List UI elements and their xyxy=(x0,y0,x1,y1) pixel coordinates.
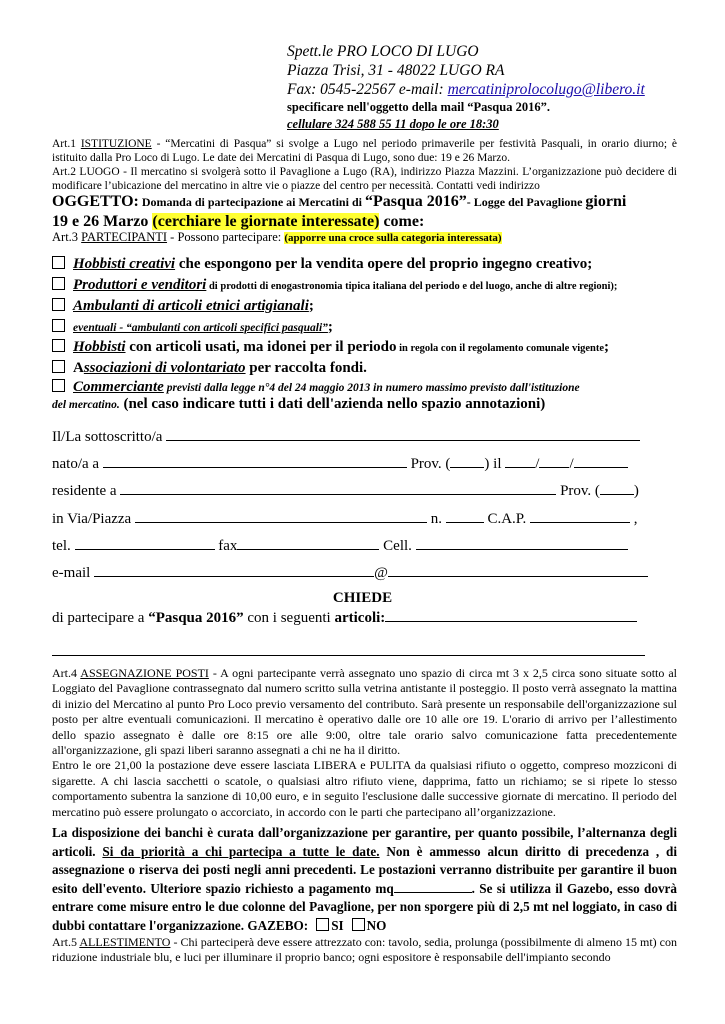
bold-p2: Non è ammesso alcun diritto di precedenza , di assegnazione o riserva dei posti negli anni precedenti. Le postazioni verranno distribuite per garantire il buon esito dell'evento. Ulteriore spazio richiesto a pagamento mq xyxy=(52,843,678,896)
category-text: ; xyxy=(308,298,314,314)
article-2: Art.2 LUOGO - Il mercatino si svolgerà sotto il Pavaglione a Lugo (RA), indirizzo Piazza Mazzini. L’organizzazione può decidere di modificare l’ubicazione del mercatino in altre vie o piazze del centro per necessità. Contatti vedi indirizzo xyxy=(52,166,677,192)
nato-field[interactable] xyxy=(103,455,407,468)
subject-label: OGGETTO: xyxy=(52,193,139,210)
prov-label: Prov. ( xyxy=(560,483,600,499)
chiede-heading: CHIEDE xyxy=(332,590,393,606)
email-label: e-mail xyxy=(52,565,91,581)
articoli-label: articoli: xyxy=(334,610,386,626)
recipient-name: Spett.le PRO LOCO DI LUGO xyxy=(287,43,479,60)
bold-p1: La disposizione dei banchi è curata dall’organizzazione per garantire, per quanto possibile, l’alternanza degli articoli. xyxy=(52,825,677,859)
category-title: Hobbisti xyxy=(73,339,126,355)
category-produttori xyxy=(52,276,617,296)
checkbox[interactable] xyxy=(52,298,65,311)
category-note: (nel caso indicare tutti i dati dell'azienda nello spazio annotazioni) xyxy=(119,396,546,412)
checkbox[interactable] xyxy=(52,256,65,269)
checkbox[interactable] xyxy=(52,339,65,352)
fax-label: fax xyxy=(218,538,238,554)
tel-label: tel. xyxy=(52,538,71,554)
prov-field[interactable] xyxy=(450,455,484,468)
article-4-p1: - A ogni partecipante verrà assegnato uno spazio di circa mt 3 x 2,5 circa sono situate sotto al Loggiato del Pavaglione contrassegnato dal numero scritto sulla vetrina antistante il posteggio. Il posto verrà assegnato la mattina di inizio del Mercatino al punto Pro Loco previo versamento del contributo. Sarà presente un responsabile dell'organizzazione sul posto per altre eventuali comunicazioni. Il mercatino è operativo dalle ore 10 alle ore 19. L'orario di arrivo per l’allestimento dello spazio assegnato è dalle ore 8:15 ore alle 9:00, oltre tale orario salvo comunicazione fatta precedentemente all'organizzazione, gli spazi liberi saranno assegnati a chi ne ha il diritto. xyxy=(52,666,677,758)
category-text-cont: del mercatino. xyxy=(52,399,120,411)
category-title: ssociazioni di volontariato xyxy=(83,360,246,376)
email-domain-field[interactable] xyxy=(388,564,648,577)
recipient-address xyxy=(287,42,645,132)
category-text: di prodotti di enogastronomia tipica italiana del periodo e del luogo, anche di altre regioni); xyxy=(206,281,618,292)
row-email xyxy=(52,564,648,582)
il-label: ) il xyxy=(484,456,502,472)
subject-event: “Pasqua 2016” xyxy=(364,193,467,210)
checkbox[interactable] xyxy=(52,319,65,332)
chiede-event: “Pasqua 2016” xyxy=(148,610,244,626)
subject-dates: 19 e 26 Marzo xyxy=(52,213,153,230)
gazebo-no-checkbox[interactable] xyxy=(352,918,365,931)
category-hobbisti-creativi xyxy=(52,255,592,273)
row-via xyxy=(52,510,638,528)
category-end: ; xyxy=(604,339,610,355)
via-field[interactable] xyxy=(135,510,427,523)
articoli-field[interactable] xyxy=(385,609,637,622)
email-user-field[interactable] xyxy=(94,564,374,577)
year-field[interactable] xyxy=(574,455,628,468)
row-sottoscritto xyxy=(52,428,640,446)
cap-field[interactable] xyxy=(530,510,630,523)
articoli-field-2[interactable] xyxy=(52,655,645,656)
mq-field[interactable] xyxy=(394,881,472,893)
email-link[interactable]: mercatiniprolocolugo@libero.it xyxy=(447,81,645,98)
residente-label: residente a xyxy=(52,483,117,499)
subject-heading xyxy=(52,192,682,231)
email-subject-note: specificare nell'oggetto della mail “Pasqua 2016”. xyxy=(287,100,550,114)
subject-place: - Logge del Pavaglione xyxy=(466,195,586,209)
day-field[interactable] xyxy=(505,455,535,468)
subject-come: come: xyxy=(379,213,425,230)
article-prefix: Art.1 xyxy=(52,138,81,150)
checkbox[interactable] xyxy=(52,277,65,290)
article-prefix: Art.4 xyxy=(52,666,81,680)
article-1-title: ISTITUZIONE xyxy=(80,138,152,150)
fax-label: Fax: 0545-22567 e-mail: xyxy=(287,81,448,98)
fax-field[interactable] xyxy=(237,537,379,550)
category-commerciante-cont xyxy=(52,395,545,414)
article-1 xyxy=(52,137,677,165)
row-residente xyxy=(52,482,639,500)
recipient-street: Piazza Trisi, 31 - 48022 LUGO RA xyxy=(287,62,505,79)
category-note: in regola con il regolamento comunale vigente xyxy=(396,343,605,354)
category-title: Hobbisti creativi xyxy=(73,256,176,272)
dates-highlight: (cerchiare le giornate interessate) xyxy=(152,213,380,230)
slash: / xyxy=(535,456,540,472)
category-text: per raccolta fondi. xyxy=(245,360,367,376)
category-text: previsti dalla legge n°4 del 24 maggio 2013 in numero massimo previsto dall'istituzione xyxy=(163,382,580,394)
row-articoli xyxy=(52,609,637,627)
gazebo-no-label: NO xyxy=(366,917,387,933)
bold-p3: . Se si utilizza il Gazebo, esso dovrà entrare come misure entro le due colonne del Pavaglione, per non sporgere più di 2,5 mt nel loggiato, in caso di dubbi contattare l'organizzazione. GAZEBO: xyxy=(52,880,677,933)
chiede-text: di partecipare a xyxy=(52,610,149,626)
chiede-text-2: con i seguenti xyxy=(243,610,335,626)
checkbox[interactable] xyxy=(52,379,65,392)
article-3-title: PARTECIPANTI xyxy=(81,230,168,244)
category-title: Produttori e venditori xyxy=(73,277,207,293)
category-ambulanti-pasquali xyxy=(52,318,333,337)
category-title: Ambulanti di articoli etnici artigianali xyxy=(73,298,309,314)
gazebo-si-checkbox[interactable] xyxy=(316,918,329,931)
tel-field[interactable] xyxy=(75,537,215,550)
article-prefix: Art.5 xyxy=(52,935,80,950)
category-hobbisti-usati xyxy=(52,338,609,358)
n-label: n. xyxy=(430,511,442,527)
sottoscritto-field[interactable] xyxy=(166,428,640,441)
subject-giorni: giorni xyxy=(585,193,627,210)
article-4-bold xyxy=(52,824,677,935)
category-associazioni xyxy=(52,359,367,377)
cellphone-note: cellulare 324 588 55 11 dopo le ore 18:30 xyxy=(287,117,499,131)
nato-label: nato/a a xyxy=(52,456,100,472)
month-field[interactable] xyxy=(539,455,569,468)
category-ambulanti-etnici xyxy=(52,297,314,315)
subject-text: Domanda di partecipazione ai Mercatini di xyxy=(138,195,365,209)
article-5-title: ALLESTIMENTO xyxy=(79,935,171,950)
row-nato xyxy=(52,455,628,473)
gazebo-si-label: SI xyxy=(331,917,344,933)
cell-field[interactable] xyxy=(416,537,628,550)
category-text: con articoli usati, ma idonei per il periodo xyxy=(125,339,397,355)
article-4-p2: Entro le ore 21,00 la postazione deve essere lasciata LIBERA e PULITA da qualsiasi rifiuto o oggetto, compreso mozziconi di sigarette. A chi lascia sacchetti o scatole, o qualsiasi altro rifiuto viene, dapprima, fatto un richiamo; se si ripete lo stesso comportamento subentra la sanzione di 10,00 euro, e in seguito l'esclusione dalle successive giornate di mercatino. Il periodo del mercatino può essere prolungato o accorciato, in accordo con le parti che partecipano all’organizzazione. xyxy=(52,758,677,819)
prov-label: Prov. ( xyxy=(410,456,451,472)
sottoscritto-label: Il/La sottoscritto/a xyxy=(52,429,163,445)
via-label: in Via/Piazza xyxy=(52,511,132,527)
article-1-text: - “Mercatini di Pasqua” si svolge a Lugo nel periodo primaverile per festività Pasquali, in orario diurno; è istituito dalla Pro Loco di Lugo. Le date dei Mercatini di Pasqua di Lugo, sono due: 19 e 26 Marzo. xyxy=(52,138,677,164)
category-initial: A xyxy=(73,360,84,376)
slash: / xyxy=(569,456,574,472)
category-highlight: (apporre una croce sulla categoria interessata) xyxy=(284,232,502,244)
article-5-text: - Chi parteciperà deve essere attrezzato con: tavolo, sedia, prolunga (possibilmente di almeno 15 mt) con riduzione industriale blu, e luci per illuminare il proprio banco; ogni espositore è responsabile dell'impianto secondo xyxy=(52,935,677,965)
category-title: eventuali - “ambulanti con articoli specifici pasquali” xyxy=(73,322,328,334)
close-paren: ) xyxy=(633,483,639,499)
recipient-contacts xyxy=(287,80,645,99)
prov-field[interactable] xyxy=(600,482,634,495)
article-4 xyxy=(52,666,677,966)
category-text: ; xyxy=(327,319,333,335)
category-title: Commerciante xyxy=(73,379,164,395)
n-field[interactable] xyxy=(446,510,484,523)
residente-field[interactable] xyxy=(120,482,556,495)
at-sign: @ xyxy=(374,565,388,581)
article-4-title: ASSEGNAZIONE POSTI xyxy=(80,666,209,680)
article-3 xyxy=(52,230,677,245)
category-text: che espongono per la vendita opere del proprio ingegno creativo; xyxy=(175,256,593,272)
article-5 xyxy=(52,935,677,966)
cap-label: C.A.P. xyxy=(487,511,527,527)
checkbox[interactable] xyxy=(52,360,65,373)
comma: , xyxy=(633,511,638,527)
row-tel xyxy=(52,537,628,555)
article-3-text: - Possono partecipare: xyxy=(167,230,285,244)
cell-label: Cell. xyxy=(383,538,412,554)
bold-priority: Si da priorità a chi partecipa a tutte le date. xyxy=(102,843,380,859)
article-prefix: Art.3 xyxy=(52,230,82,244)
